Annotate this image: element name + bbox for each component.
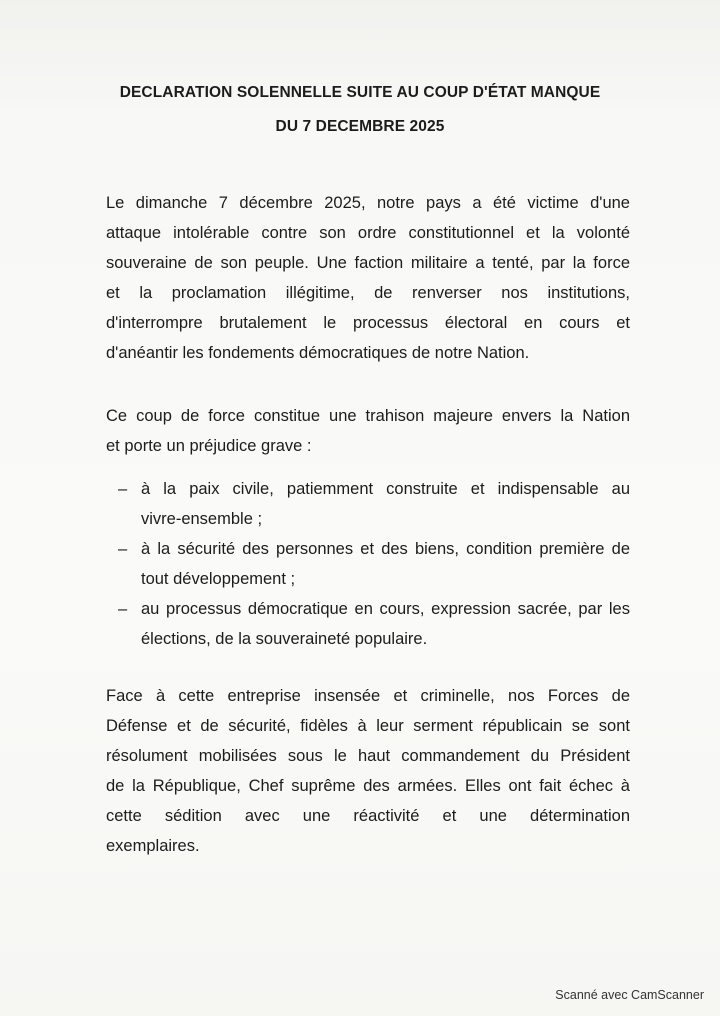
paragraph-line: d'anéantir les fondements démocratiques de notre Nation. (106, 344, 530, 362)
prejudice-list (118, 474, 630, 654)
paragraph-line: exemplaires. (106, 837, 200, 855)
paragraph-line: souveraine de son peuple. Une faction militaire a tenté, par la force (106, 254, 630, 272)
paragraph-line: Face à cette entreprise insensée et criminelle, nos Forces de (106, 687, 630, 705)
dash-bullet-icon: – (118, 600, 128, 618)
list-item-line: à la paix civile, patiemment construite et indispensable au (141, 480, 630, 498)
dash-bullet-icon: – (118, 480, 128, 498)
dash-bullet-icon: – (118, 540, 128, 558)
list-item-line: tout développement ; (141, 570, 296, 588)
paragraph-line: Défense et de sécurité, fidèles à leur serment républicain se sont (106, 717, 630, 735)
paragraph-trahison (106, 401, 630, 461)
paragraph-line: cette sédition avec une réactivité et une détermination (106, 807, 630, 825)
list-item (118, 474, 630, 534)
paragraph-line: attaque intolérable contre son ordre constitutionnel et la volonté (106, 224, 630, 242)
paragraph-intro (106, 188, 630, 368)
document-title-line-2: DU 7 DECEMBRE 2025 (275, 118, 445, 135)
paragraph-line: et porte un préjudice grave : (106, 437, 312, 455)
list-item-line: à la sécurité des personnes et des biens, condition première de (141, 540, 630, 558)
list-item (118, 534, 630, 594)
list-item-line: vivre-ensemble ; (141, 510, 263, 528)
list-item-line: au processus démocratique en cours, expression sacrée, par les (141, 600, 630, 618)
paragraph-line: et la proclamation illégitime, de renverser nos institutions, (106, 284, 630, 302)
paragraph-line: Ce coup de force constitue une trahison majeure envers la Nation (106, 407, 630, 425)
paragraph-forces (106, 681, 630, 861)
list-item-line: élections, de la souveraineté populaire. (141, 630, 428, 648)
scanner-watermark: Scanné avec CamScanner (555, 988, 704, 1002)
list-item (118, 594, 630, 654)
paragraph-line: résolument mobilisées sous le haut commandement du Président (106, 747, 630, 765)
paragraph-line: Le dimanche 7 décembre 2025, notre pays a été victime d'une (106, 194, 630, 212)
paragraph-line: d'interrompre brutalement le processus électoral en cours et (106, 314, 630, 332)
paragraph-line: de la République, Chef suprême des armées. Elles ont fait échec à (106, 777, 630, 795)
document-title-line-1: DECLARATION SOLENNELLE SUITE AU COUP D'ÉTAT MANQUE (119, 84, 601, 101)
